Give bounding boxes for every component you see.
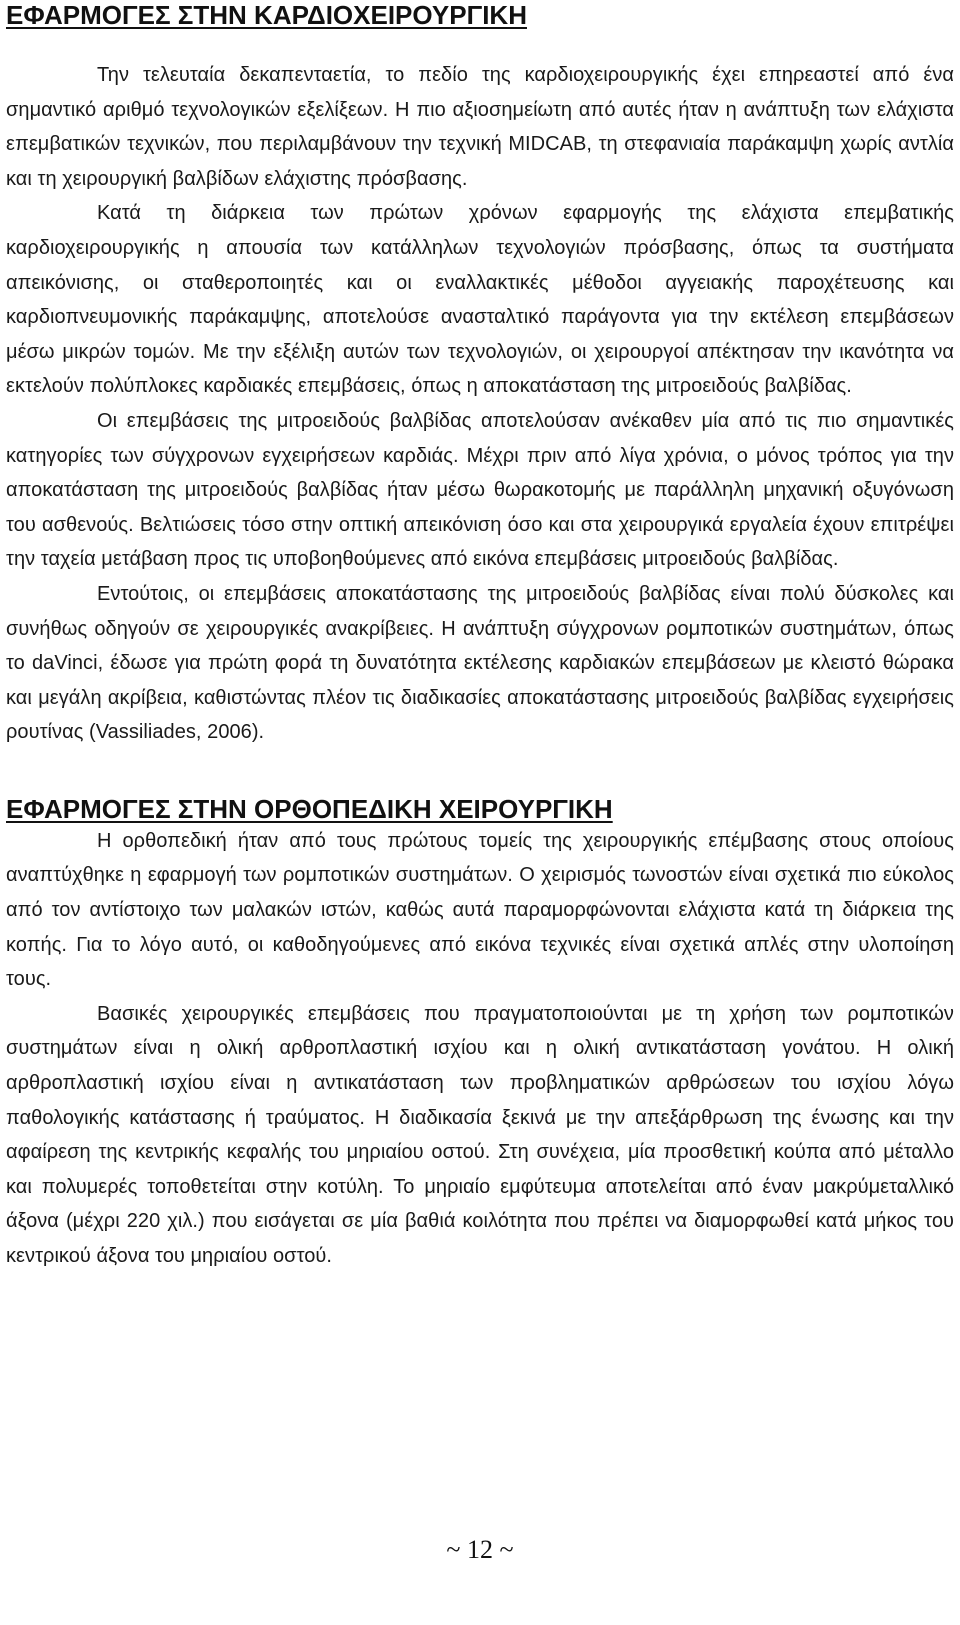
section-heading: ΕΦΑΡΜΟΓΕΣ ΣΤΗΝ ΟΡΘΟΠΕΔΙΚΗ ΧΕΙΡΟΥΡΓΙΚΗ <box>6 793 613 824</box>
paragraph: Η ορθοπεδική ήταν από τους πρώτους τομείς της χειρουργικής επέμβασης στους οποίους αναπτύχθηκε η εφαρμογή των ρομποτικών συστημάτων. Ο χειρισμός τωνοστών είναι σχετικά πιο εύκολος από τον αντίστοιχο των μαλακών ιστών, καθώς αυτά παραμορφώνονται ελάχιστα κατά τη διάρκεια της κοπής. Για το λόγο αυτό, οι καθοδηγούμενες από εικόνα τεχνικές είναι σχετικά απλές στην υλοποίηση τους. <box>6 829 954 991</box>
section-cardiac-surgery <box>6 0 954 750</box>
page-number: ~ 12 ~ <box>446 1535 514 1564</box>
section-orthopedic-surgery <box>6 794 954 1274</box>
document-page <box>6 0 954 1274</box>
section-heading: ΕΦΑΡΜΟΓΕΣ ΣΤΗΝ ΚΑΡΔΙΟΧΕΙΡΟΥΡΓΙΚΗ <box>6 0 527 30</box>
paragraph: Την τελευταία δεκαπενταετία, το πεδίο της καρδιοχειρουργικής έχει επηρεαστεί από ένα σημαντικό αριθμό τεχνολογικών εξελίξεων. Η πιο αξιοσημείωτη από αυτές ήταν η ανάπτυξη των ελάχιστα επεμβατικών τεχνικών, που περιλαμβάνουν την τεχνική MIDCAB, τη στεφανιαία παράκαμψη χωρίς αντλία και τη χειρουργική βαλβίδων ελάχιστης πρόσβασης. <box>6 64 954 190</box>
paragraph: Εντούτοις, οι επεμβάσεις αποκατάστασης της μιτροειδούς βαλβίδας είναι πολύ δύσκολες και συνήθως οδηγούν σε χειρουργικές ανακρίβειες. Η ανάπτυξη σύγχρονων ρομποτικών συστημάτων, όπως το daVinci, έδωσε για πρώτη φορά τη δυνατότητα εκτέλεσης καρδιακών επεμβάσεων με κλειστό θώρακα και μεγάλη ακρίβεια, καθιστώντας πλέον τις διαδικασίες αποκατάστασης μιτροειδούς βαλβίδας εγχειρήσεις ρουτίνας (Vassiliades, 2006). <box>6 582 954 744</box>
paragraph: Κατά τη διάρκεια των πρώτων χρόνων εφαρμογής της ελάχιστα επεμβατικής καρδιοχειρουργικής η απουσία των κατάλληλων τεχνολογιών πρόσβασης, όπως τα συστήματα απεικόνισης, οι σταθεροποιητές και οι εναλλακτικές μέθοδοι αγγειακής παροχέτευσης και καρδιοπνευμονικής παράκαμψης, αποτελούσε ανασταλτικό παράγοντα για την εκτέλεση επεμβάσεων μέσω μικρών τομών. Με την εξέλιξη αυτών των τεχνολογιών, οι χειρουργοί απέκτησαν την ικανότητα να εκτελούν πολύπλοκες καρδιακές επεμβάσεις, όπως η αποκατάσταση της μιτροειδούς βαλβίδας. <box>6 202 954 398</box>
paragraph: Βασικές χειρουργικές επεμβάσεις που πραγματοποιούνται με τη χρήση των ρομποτικών συστημάτων είναι η ολική αρθροπλαστική ισχίου και η ολική αντικατάσταση γονάτου. Η ολική αρθροπλαστική ισχίου είναι η αντικατάσταση των προβληματικών αρθρώσεων του ισχίου λόγω παθολογικής κατάστασης ή τραύματος. Η διαδικασία ξεκινά με την απεξάρθρωση της ένωσης και την αφαίρεση της κεντρικής κεφαλής του μηριαίου οστού. Στη συνέχεια, μία προσθετική κούπα από μέταλλο και πολυμερές τοποθετείται στην κοτύλη. Το μηριαίο εμφύτευμα αποτελείται από έναν μακρύμεταλλικό άξονα (μέχρι 220 χιλ.) που εισάγεται σε μία βαθιά κοιλότητα που πρέπει να διαμορφωθεί κατά μήκος του κεντρικού άξονα του μηριαίου οστού. <box>6 1002 954 1267</box>
paragraph: Οι επεμβάσεις της μιτροειδούς βαλβίδας αποτελούσαν ανέκαθεν μία από τις πιο σημαντικές κατηγορίες των σύγχρονων εγχειρήσεων καρδιάς. Μέχρι πριν από λίγα χρόνια, ο μόνος τρόπος για την αποκατάσταση της μιτροειδούς βαλβίδας ήταν μέσω θωρακοτομής με παράλληλη μηχανική οξυγόνωση του ασθενούς. Βελτιώσεις τόσο στην οπτική απεικόνιση όσο και στα χειρουργικά εργαλεία έχουν επιτρέψει την ταχεία μετάβαση προς τις υποβοηθούμενες από εικόνα επεμβάσεις μιτροειδούς βαλβίδας. <box>6 409 954 571</box>
